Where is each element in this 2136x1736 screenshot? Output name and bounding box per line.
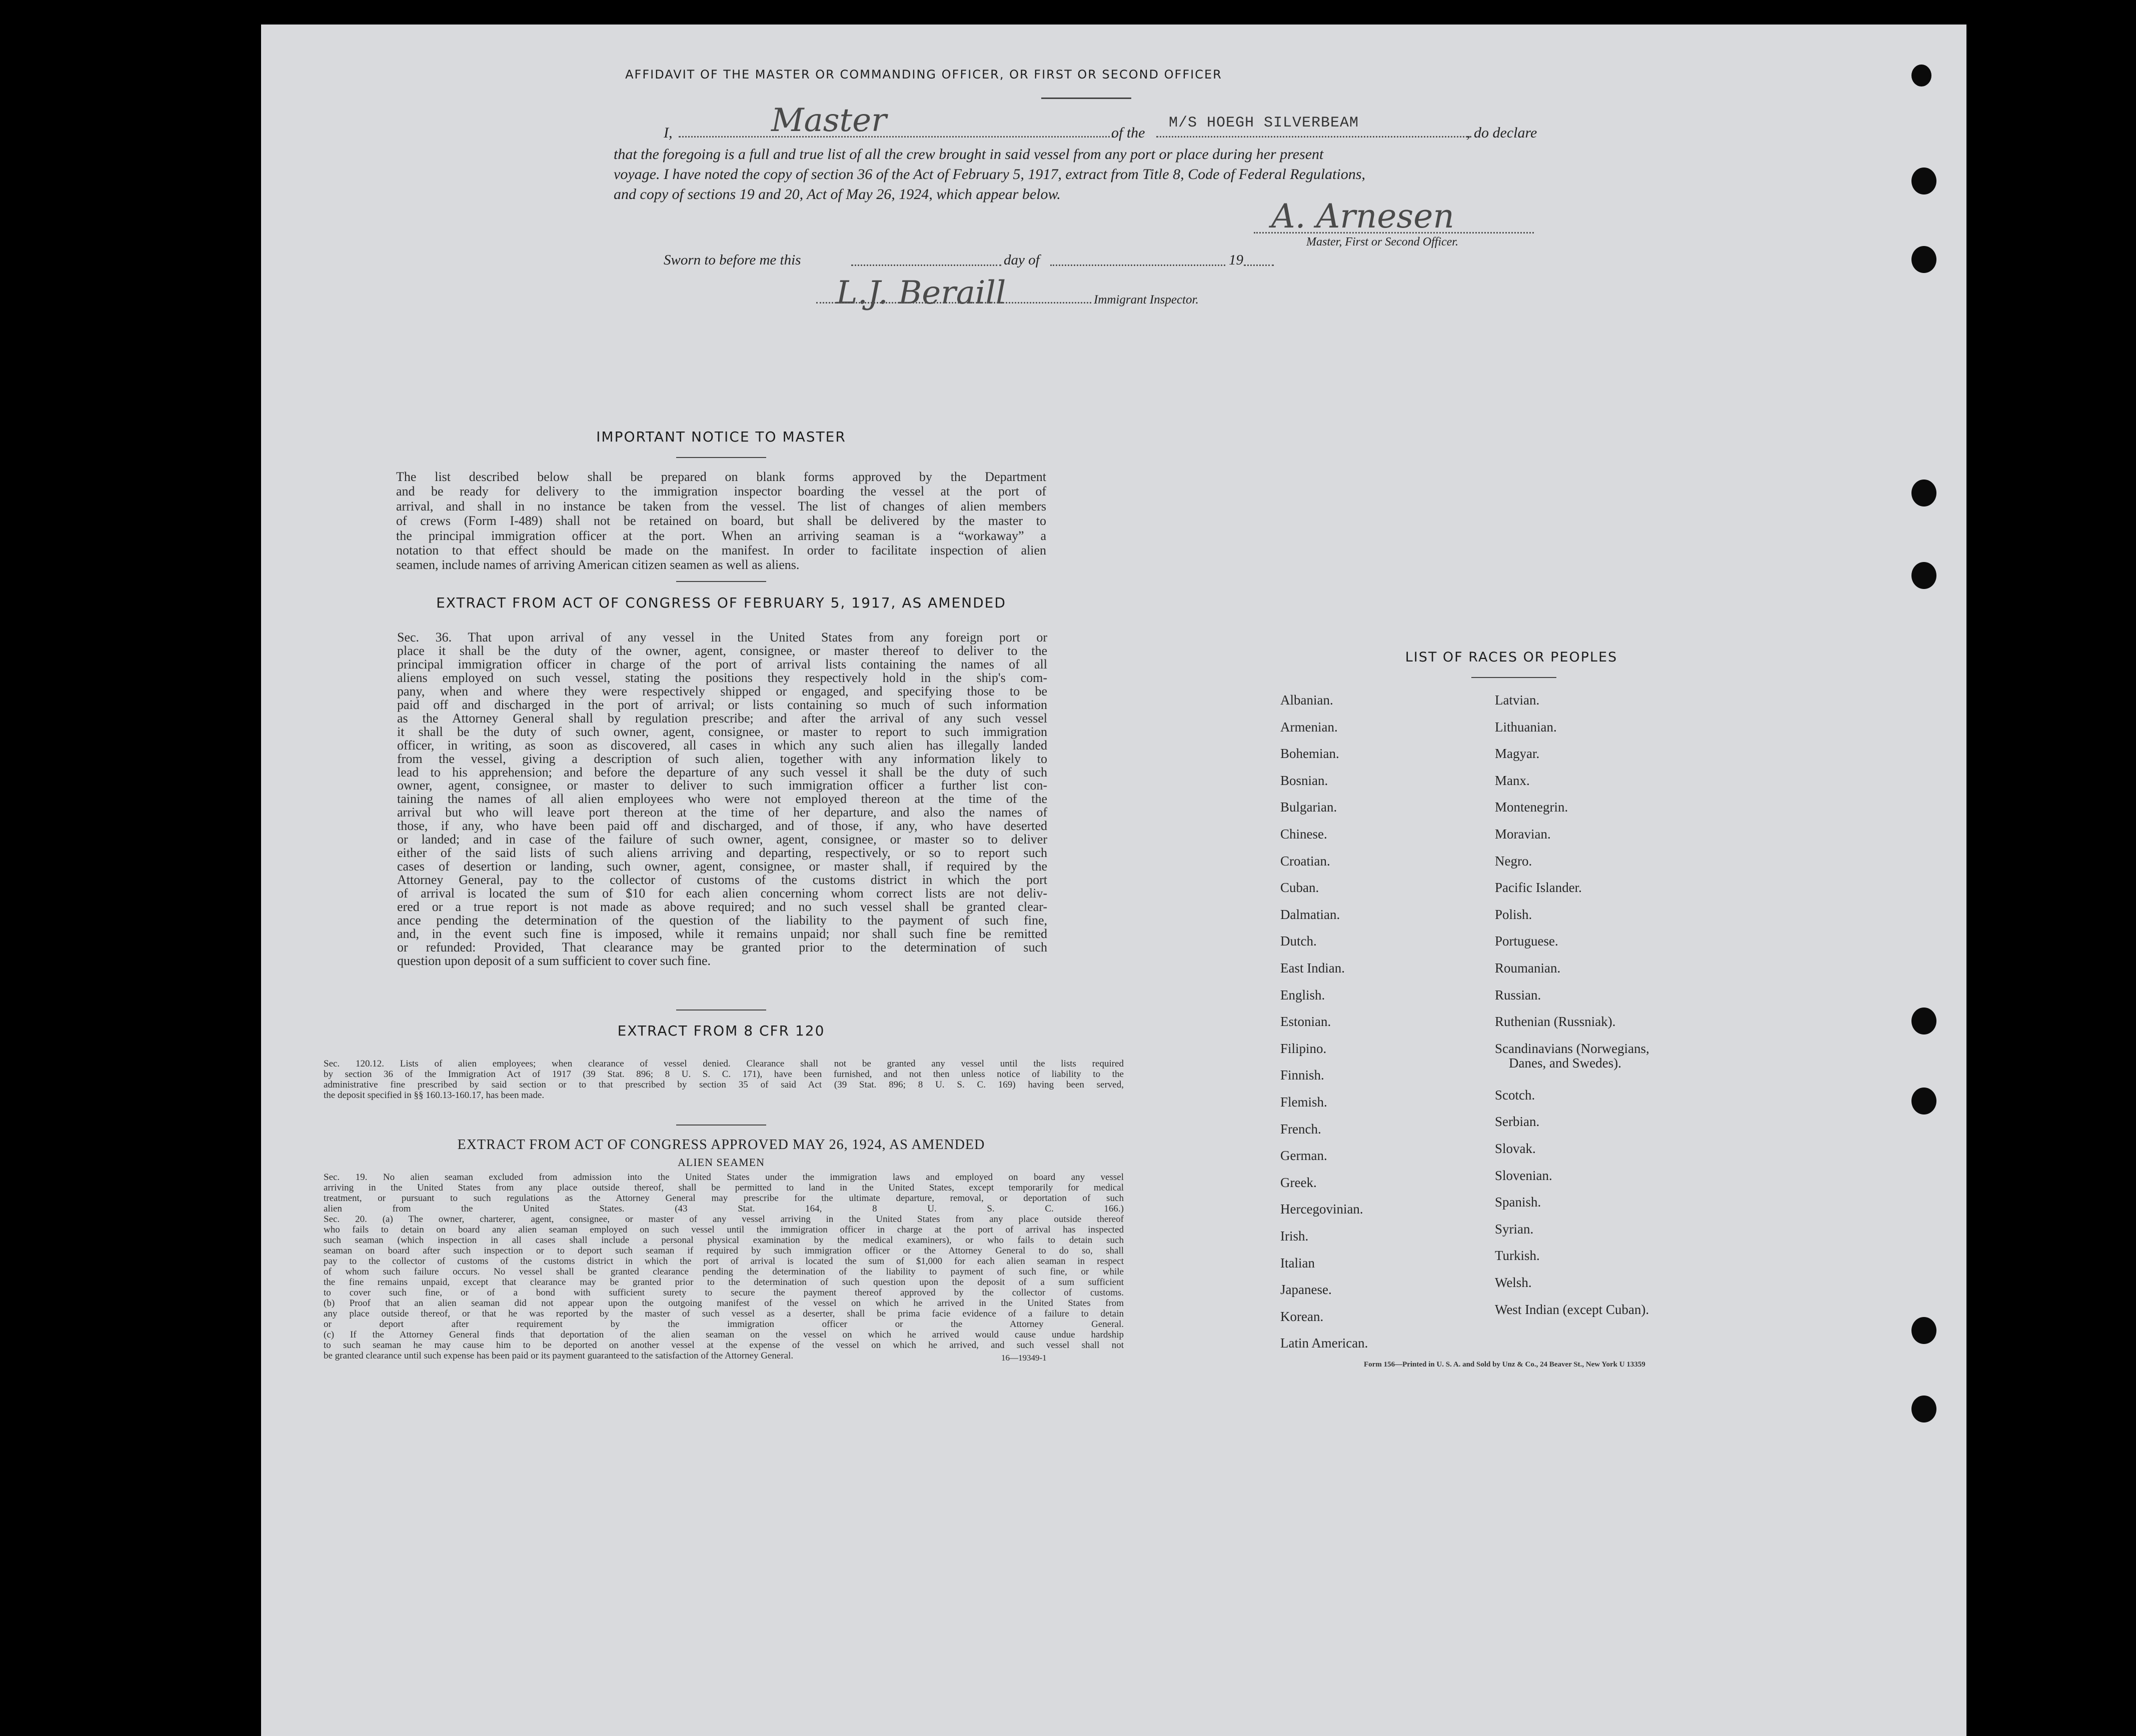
inspector-line — [816, 302, 1091, 304]
sworn-day-line — [851, 264, 1001, 266]
race-item: Magyar. — [1495, 746, 1540, 762]
extract-1924-line: (c) If the Attorney General finds that deportation of the alien seaman on the vessel on which he arrived would cause undue hardship — [324, 1330, 1124, 1340]
affidavit-title: AFFIDAVIT OF THE MASTER OR COMMANDING OFFICER, OR FIRST OR SECOND OFFICER — [625, 68, 1222, 82]
extract-cfr-line: by section 36 of the Immigration Act of 1917 (39 Stat. 896; 8 U. S. C. 171), have been furnished, and not then unless notice of liability to the — [324, 1069, 1124, 1080]
race-item: Scotch. — [1495, 1087, 1535, 1102]
notice-line: seamen, include names of arriving American citizen seamen as well as aliens. — [396, 558, 800, 572]
race-item: Pacific Islander. — [1495, 880, 1582, 896]
race-item: West Indian (except Cuban). — [1495, 1302, 1649, 1317]
binder-hole — [1911, 168, 1936, 194]
extract-1924-line: to such seaman he may cause him to be deported on another vessel at the expense of the vessel on which he arrived, and such vessel shall not — [324, 1340, 1124, 1350]
race-item: Manx. — [1495, 772, 1530, 788]
notice-body — [396, 470, 1046, 572]
race-item: Montenegrin. — [1495, 800, 1568, 815]
extract-1917-line: principal immigration officer in charge of the port of arrival lists containing the names of all — [397, 656, 1047, 672]
race-item: Italian — [1280, 1255, 1315, 1270]
extract-1917-line: owner, agent, consignee, or master to deliver to such immigration officer a further list con- — [397, 778, 1047, 793]
extract-cfr-rule — [676, 1124, 766, 1126]
extract-1924-title: EXTRACT FROM ACT OF CONGRESS APPROVED MAY 26, 1924, AS AMENDED — [457, 1137, 985, 1152]
race-item: Bohemian. — [1280, 746, 1339, 762]
notice-end-rule — [676, 581, 766, 582]
extract-1924-line: the fine remains unpaid, except that clearance may be granted prior to the determination of such question upon the deposit of a sum sufficient — [324, 1277, 1124, 1288]
race-item: Ruthenian (Russniak). — [1495, 1014, 1616, 1030]
extract-1917-line: ered or a true report is not made as above required; and no such vessel shall be granted clear- — [397, 900, 1047, 914]
binder-hole — [1911, 1008, 1936, 1034]
race-item: Negro. — [1495, 853, 1532, 868]
race-item: Albanian. — [1280, 692, 1333, 708]
race-item: Estonian. — [1280, 1014, 1331, 1030]
extract-1917-line: it shall be the duty of such owner, agent, consignee, or master to report to such immigration — [397, 724, 1047, 739]
extract-1924-line: treatment, or pursuant to such regulations as the Attorney General may prescribe for the ultimate departure, removal, or deportation of such — [324, 1193, 1124, 1204]
race-item: Irish. — [1280, 1228, 1309, 1244]
extract-cfr-line: the deposit specified in §§ 160.13-160.17, has been made. — [324, 1090, 545, 1100]
race-item: Russian. — [1495, 987, 1541, 1002]
extract-1924-line: Sec. 19. No alien seaman excluded from admission into the United States under the immigration laws and employed on board any vessel — [324, 1172, 1124, 1182]
sworn-label: Sworn to before me this — [664, 252, 801, 268]
extract-1917-title: EXTRACT FROM ACT OF CONGRESS OF FEBRUARY 5, 1917, AS AMENDED — [436, 594, 1006, 611]
extract-1924-line: (b) Proof that an alien seaman did not appear upon the outgoing manifest of the vessel on which he arrived in the United States from — [324, 1298, 1124, 1308]
races-rule — [1471, 677, 1556, 678]
extract-cfr-title: EXTRACT FROM 8 CFR 120 — [617, 1022, 825, 1039]
extract-1924-line: arriving in the United States from any place outside thereof, shall be permitted to land in the United States, except temporarily for medical — [324, 1182, 1124, 1193]
year-line — [1244, 264, 1274, 266]
do-declare: , do declare — [1466, 124, 1537, 141]
race-item: Roumanian. — [1495, 960, 1561, 976]
name-line — [679, 136, 1114, 138]
affidavit-body-1: that the foregoing is a full and true list of all the crew brought in said vessel from any port or place during her present — [614, 146, 1324, 162]
binder-hole — [1911, 562, 1936, 589]
notice-line: of crews (Form I-489) shall not be retained on board, but shall be delivered by the master to — [396, 514, 1046, 528]
race-item: Finnish. — [1280, 1068, 1324, 1083]
race-item: Scandinavians (Norwegians, — [1495, 1040, 1649, 1056]
race-item: French. — [1280, 1121, 1321, 1136]
extract-1917-line: ance pending the determination of the question of the liability to the payment of such fine, — [397, 913, 1047, 928]
month-line — [1050, 264, 1225, 266]
inspector-caption: Immigrant Inspector. — [1094, 293, 1199, 306]
i-label: I, — [664, 124, 673, 141]
extract-1917-line: Sec. 36. That upon arrival of any vessel in the United States from any foreign port or — [397, 630, 1047, 644]
extract-1917-line: cases of desertion or landing, such owner, agent, consignee, or master shall, if required by the — [397, 859, 1047, 874]
affidavit-body-2: voyage. I have noted the copy of section 36 of the Act of February 5, 1917, extract from Title 8, Code of Federal Regulations, — [614, 166, 1366, 182]
race-item: English. — [1280, 987, 1325, 1002]
extract-1917-line: from the vessel, giving a description of such alien, together with any information likely to — [397, 751, 1047, 766]
extract-1917-line: question upon deposit of a sum sufficient to cover such fine. — [397, 953, 711, 968]
extract-1924-line: pay to the collector of customs of the customs district in which the port of arrival is located the sum of $1,000 for each alien seaman in respect — [324, 1256, 1124, 1266]
race-item: Dalmatian. — [1280, 906, 1340, 922]
race-item: Flemish. — [1280, 1094, 1327, 1110]
extract-1924-line: alien from the United States. (43 Stat. 164, 8 U. S. C. 166.) — [324, 1204, 1124, 1214]
race-item: Spanish. — [1495, 1194, 1541, 1210]
document-page — [261, 24, 1966, 1736]
extract-1924-line: or deport after requirement by the immigration officer or the Attorney General. — [324, 1319, 1124, 1330]
race-item: Bosnian. — [1280, 772, 1328, 788]
printer-footer: Form 156—Printed in U. S. A. and Sold by Unz & Co., 24 Beaver St., New York U 13359 — [1364, 1360, 1645, 1368]
race-item: Chinese. — [1280, 826, 1327, 842]
race-item: German. — [1280, 1148, 1327, 1164]
notice-line: and be ready for delivery to the immigration inspector boarding the vessel at the port of — [396, 484, 1046, 499]
extract-1917-line: those, if any, who have been paid off and discharged, and of those, if any, who have deserted — [397, 818, 1047, 834]
race-item: Latin American. — [1280, 1336, 1368, 1351]
master-signature: A. Arnesen — [1271, 197, 1454, 236]
notice-line: The list described below shall be prepared on blank forms approved by the Department — [396, 470, 1046, 484]
extract-1924-line: of whom such failure occurs. No vessel shall be granted clearance pending the determination of the liability to payment of such fine, or while — [324, 1266, 1124, 1277]
race-item: Danes, and Swedes). — [1509, 1055, 1621, 1070]
inspector-signature: L.J. Beraill — [836, 274, 1006, 312]
alien-seamen-subtitle: ALIEN SEAMEN — [678, 1156, 765, 1168]
extract-1917-line: and, in the event such fine is imposed, while it remains unpaid; nor shall such fine be remitted — [397, 926, 1047, 941]
extract-1917-line: as the Attorney General shall by regulation prescribe; and after the arrival of any such vessel — [397, 710, 1047, 726]
race-item: Slovenian. — [1495, 1168, 1552, 1183]
race-item: Filipino. — [1280, 1040, 1327, 1056]
extract-1924-line: be granted clearance until such expense has been paid or its payment guaranteed to the satisfaction of the Attorney General. — [324, 1350, 794, 1361]
binder-hole — [1911, 1396, 1936, 1422]
extract-1917-line: arrival but who will leave port thereon at the time of her departure, and also the names of — [397, 805, 1047, 820]
race-item: Armenian. — [1280, 719, 1338, 734]
affidavit-body-3: and copy of sections 19 and 20, Act of May 26, 1924, which appear below. — [614, 186, 1061, 202]
extract-1924-line: seaman on board after such inspection or to deport such seaman if required by such immigration officer or the Attorney General to do so, shall — [324, 1246, 1124, 1256]
extract-1917-line: taining the names of all alien employees who were not employed thereon at the time of the — [397, 792, 1047, 806]
form-code: 16—19349-1 — [1001, 1353, 1047, 1362]
race-item: Japanese. — [1280, 1282, 1332, 1298]
races-title: LIST OF RACES OR PEOPLES — [1405, 650, 1618, 665]
binder-hole — [1911, 480, 1936, 506]
vessel-line — [1156, 136, 1471, 138]
extract-1917-line: or landed; and in case of the failure of such owner, agent, consignee, or master so to deliver — [397, 832, 1047, 847]
race-item: Cuban. — [1280, 880, 1319, 896]
master-caption: Master, First or Second Officer. — [1306, 236, 1458, 248]
race-item: Latvian. — [1495, 692, 1540, 708]
extract-1917-line: aliens employed on such vessel, stating the positions they respectively hold in the ship's com- — [397, 670, 1047, 685]
vessel-stamp: M/S HOEGH SILVERBEAM — [1169, 114, 1359, 132]
notice-line: notation to that effect should be made on the manifest. In order to facilitate inspection of alien — [396, 543, 1046, 558]
extract-1917-line: pany, when and where they were respectively shipped or engaged, and specifying those to be — [397, 684, 1047, 698]
extract-cfr-line: Sec. 120.12. Lists of alien employees; when clearance of vessel denied. Clearance shall not be granted any vessel until the lists required — [324, 1058, 1124, 1069]
notice-line: the principal immigration officer at the port. When an arriving seaman is a “workaway” a — [396, 528, 1046, 543]
extract-1917-line: lead to his apprehension; and before the departure of any such vessel it shall be the duty of such — [397, 764, 1047, 780]
extract-cfr-line: administrative fine prescribed by said section or to that prescribed by section 35 of said Act (39 Stat. 896; 8 U. S. C. 169) having been served, — [324, 1080, 1124, 1090]
race-item: Bulgarian. — [1280, 800, 1337, 815]
race-item: Croatian. — [1280, 853, 1330, 868]
race-item: Slovak. — [1495, 1141, 1536, 1156]
extract-1924-line: who fails to detain on board any alien seaman employed on such vessel until the immigration officer in charge at the port of arrival has inspected — [324, 1224, 1124, 1235]
extract-1924-line: to cover such fine, or of a bond with sufficient surety to secure the payment thereof approved by the collector of customs. — [324, 1288, 1124, 1298]
race-item: East Indian. — [1280, 960, 1345, 976]
race-item: Korean. — [1280, 1308, 1324, 1324]
title-rule — [1041, 98, 1131, 99]
extract-1917-line: of arrival is located the sum of $10 for each alien concerning whom correct lists are not deliv- — [397, 886, 1047, 901]
race-item: Moravian. — [1495, 826, 1551, 842]
race-item: Syrian. — [1495, 1221, 1534, 1236]
extract-1924-line: any place outside thereof, or that he was reported by the master of such vessel as a deserter, shall be prima facie evidence of a failure to detain — [324, 1308, 1124, 1319]
race-item: Dutch. — [1280, 934, 1317, 949]
race-item: Hercegovinian. — [1280, 1202, 1363, 1217]
handwritten-master: Master — [771, 102, 887, 139]
year-prefix: 19 — [1229, 252, 1243, 268]
extract-1917-line: officer, in writing, as soon as discovered, all cases in which any such alien has illegally landed — [397, 738, 1047, 752]
race-item: Polish. — [1495, 906, 1532, 922]
extract-1917-line: or refunded: Provided, That clearance may be granted prior to the determination of such — [397, 940, 1047, 954]
race-item: Welsh. — [1495, 1275, 1532, 1290]
race-item: Portuguese. — [1495, 934, 1558, 949]
binder-hole — [1911, 1088, 1936, 1114]
notice-title: IMPORTANT NOTICE TO MASTER — [596, 428, 846, 445]
extract-cfr-body — [324, 1058, 1124, 1100]
race-item: Greek. — [1280, 1174, 1317, 1190]
race-item: Serbian. — [1495, 1114, 1540, 1130]
notice-line: arrival, and shall in no instance be taken from the vessel. The list of changes of alien members — [396, 498, 1046, 514]
binder-hole — [1911, 1317, 1936, 1344]
extract-1924-line: such seaman (which inspection in all cases shall include a personal physical examination by the medical examiners), or who fails to detain such — [324, 1235, 1124, 1246]
extract-1917-line: place it shall be the duty of the owner, agent, consignee, or master thereof to deliver to the — [397, 643, 1047, 658]
race-item: Turkish. — [1495, 1248, 1540, 1264]
extract-1924-body — [324, 1172, 1124, 1361]
extract-1917-line: Attorney General, pay to the collector of customs of the customs district in which the port — [397, 872, 1047, 888]
day-of-label: day of — [1004, 252, 1040, 268]
of-the-label: of the — [1111, 124, 1145, 141]
notice-rule — [676, 457, 766, 458]
signature-line — [1254, 232, 1534, 234]
extract-1917-line: either of the said lists of such aliens arriving and departing, respectively, or so to report such — [397, 846, 1047, 860]
extract-1917-body — [397, 631, 1047, 968]
binder-hole — [1911, 64, 1931, 86]
binder-hole — [1911, 246, 1936, 273]
extract-1924-line: Sec. 20. (a) The owner, charterer, agent, consignee, or master of any vessel arriving in the United States from any place outside thereof — [324, 1214, 1124, 1224]
race-item: Lithuanian. — [1495, 719, 1557, 734]
extract-1917-line: paid off and discharged in the port of arrival; or lists containing so much of such information — [397, 697, 1047, 712]
